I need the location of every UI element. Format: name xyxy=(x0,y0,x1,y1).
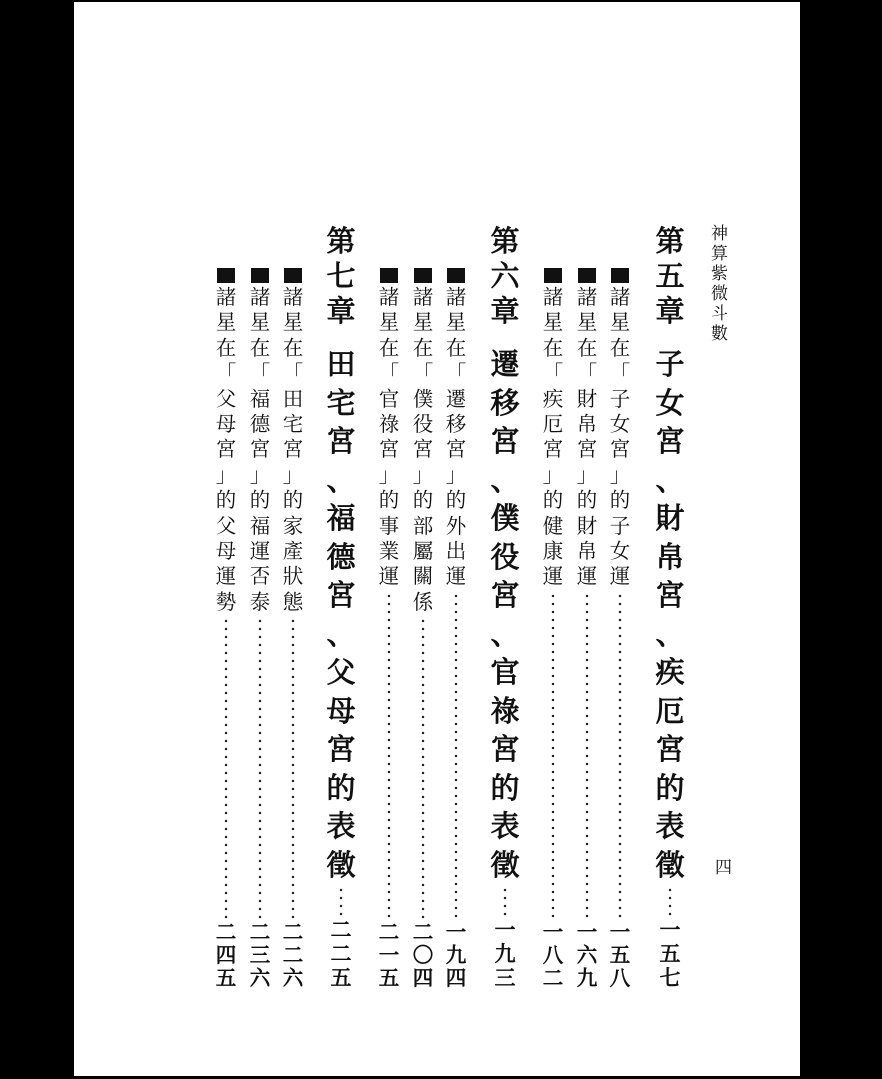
bullet-square-icon xyxy=(414,268,432,283)
toc-entry[interactable]: 諸 星 在 「 田 宅 宮 」 的 家 產 狀 態 二 二 六 xyxy=(280,268,306,990)
dot-leader xyxy=(339,886,343,916)
page-number: 一 八 二 xyxy=(542,920,564,990)
page-number: 二 四 五 xyxy=(215,920,237,990)
running-title: 神 算 紫 微 斗 數 xyxy=(711,224,728,344)
bullet-square-icon xyxy=(251,268,269,283)
page-number: 二 〇 四 xyxy=(412,920,434,990)
bullet-square-icon xyxy=(217,268,235,283)
page-number: 一 五 七 xyxy=(659,917,681,990)
toc-entry[interactable]: 諸 星 在 「 僕 役 宮 」 的 部 屬 關 係 二 〇 四 xyxy=(410,268,436,990)
dot-leader xyxy=(291,617,295,919)
folio-page-number: 四 xyxy=(715,858,732,878)
page-number: 一 五 八 xyxy=(609,920,631,990)
bullet-square-icon xyxy=(284,268,302,283)
toc-entry[interactable]: 諸 星 在 「 財 帛 宮 」 的 財 帛 運 一 六 九 xyxy=(574,268,600,990)
page-number: 一 九 三 xyxy=(494,917,516,990)
toc-entry[interactable]: 諸 星 在 「 官 祿 宮 」 的 事 業 運 二 一 五 xyxy=(376,268,402,990)
dot-leader xyxy=(551,592,555,919)
dot-leader xyxy=(503,886,507,916)
toc-entry[interactable]: 諸 星 在 「 父 母 宮 」 的 父 母 運 勢 二 四 五 xyxy=(213,268,239,990)
toc-entry[interactable]: 諸 星 在 「 子 女 宮 」 的 子 女 運 一 五 八 xyxy=(607,268,633,990)
page-number: 一 九 四 xyxy=(445,920,467,990)
page-number: 二 二 五 xyxy=(330,917,352,990)
page-number: 二 二 六 xyxy=(282,920,304,990)
toc-entry[interactable]: 諸 星 在 「 福 德 宮 」 的 福 運 否 泰 二 三 六 xyxy=(247,268,273,990)
dot-leader xyxy=(421,617,425,919)
toc-chapter-5[interactable]: 第 五 章 子 女 宮 、 財 帛 宮 、 疾 厄 宮 的 表 徵 一 五 七 xyxy=(655,224,685,990)
dot-leader xyxy=(454,592,458,919)
dot-leader xyxy=(258,617,262,919)
bullet-square-icon xyxy=(447,268,465,283)
bullet-square-icon xyxy=(544,268,562,283)
dot-leader xyxy=(618,592,622,919)
toc-entry[interactable]: 諸 星 在 「 疾 厄 宮 」 的 健 康 運 一 八 二 xyxy=(540,268,566,990)
bullet-square-icon xyxy=(611,268,629,283)
dot-leader xyxy=(585,592,589,919)
toc-chapter-7[interactable]: 第 七 章 田 宅 宮 、 福 德 宮 、 父 母 宮 的 表 徵 二 二 五 xyxy=(326,224,356,990)
page-number: 二 一 五 xyxy=(378,920,400,990)
toc-chapter-6[interactable]: 第 六 章 遷 移 宮 、 僕 役 宮 、 官 祿 宮 的 表 徵 一 九 三 xyxy=(490,224,520,990)
dot-leader xyxy=(668,886,672,916)
toc-entry[interactable]: 諸 星 在 「 遷 移 宮 」 的 外 出 運 一 九 四 xyxy=(443,268,469,990)
bullet-square-icon xyxy=(380,268,398,283)
book-page xyxy=(74,2,800,1076)
bullet-square-icon xyxy=(578,268,596,283)
page-number: 一 六 九 xyxy=(576,920,598,990)
page-number: 二 三 六 xyxy=(249,920,271,990)
dot-leader xyxy=(387,592,391,919)
dot-leader xyxy=(224,617,228,919)
